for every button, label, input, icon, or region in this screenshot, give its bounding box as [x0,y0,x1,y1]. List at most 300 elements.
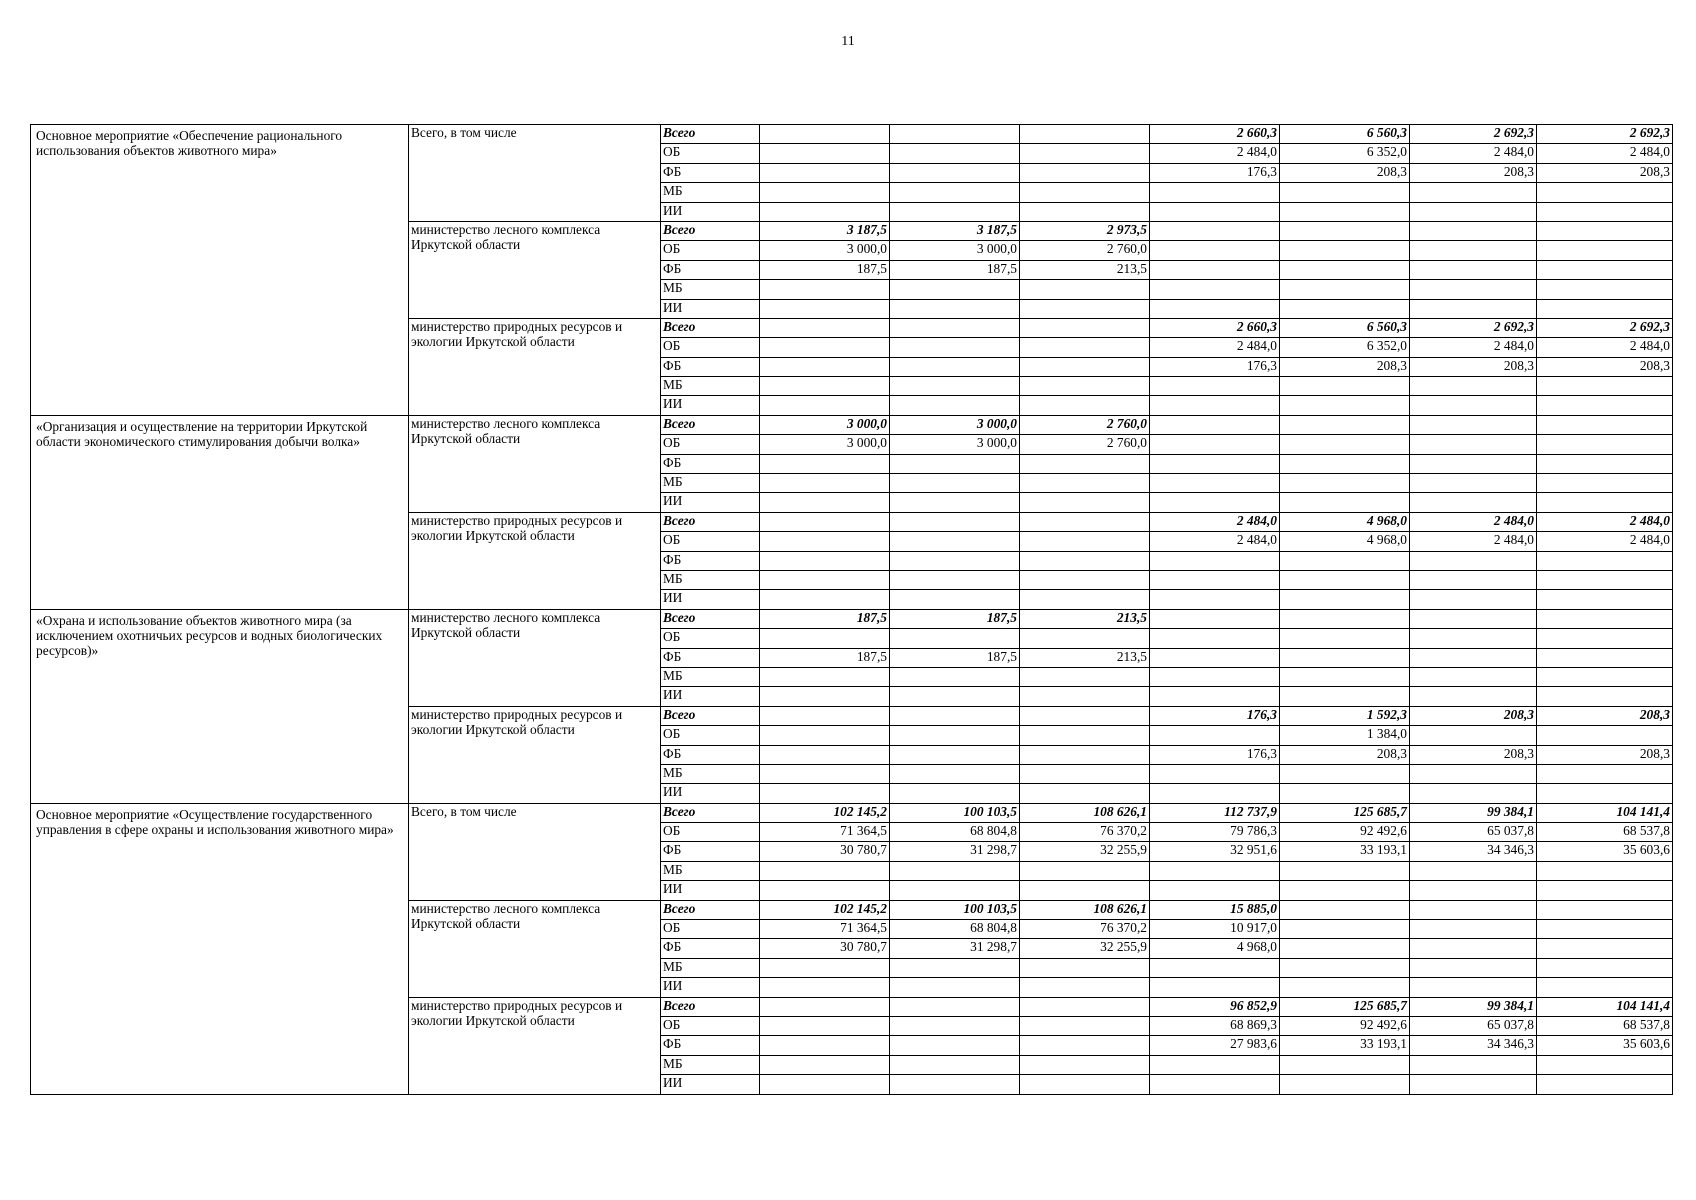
amount-cell: 102 145,2 [760,803,890,822]
amount-cell [1280,221,1410,240]
amount-cell [890,784,1020,803]
amount-cell [760,706,890,725]
amount-cell [1020,183,1150,202]
amount-cell [1150,1075,1280,1094]
amount-cell [1537,978,1673,997]
amount-cell [1150,415,1280,434]
amount-cell [1410,764,1537,783]
amount-cell [1537,435,1673,454]
amount-cell: 208,3 [1410,357,1537,376]
amount-cell [890,454,1020,473]
amount-cell: 1 592,3 [1280,706,1410,725]
amount-cell: 187,5 [760,609,890,628]
funding-source-cell: ОБ [661,629,760,648]
amount-cell [890,1055,1020,1074]
amount-cell [1150,667,1280,686]
amount-cell [1410,1055,1537,1074]
funding-source-cell: МБ [661,280,760,299]
amount-cell [1020,125,1150,144]
amount-cell [1537,726,1673,745]
amount-cell [1280,260,1410,279]
funding-source-cell: Всего [661,221,760,240]
amount-cell [1280,299,1410,318]
amount-cell [890,377,1020,396]
amount-cell [1537,900,1673,919]
amount-cell: 3 187,5 [760,221,890,240]
amount-cell: 100 103,5 [890,900,1020,919]
amount-cell: 92 492,6 [1280,1016,1410,1035]
amount-cell [890,629,1020,648]
amount-cell [1150,764,1280,783]
funding-source-cell: ИИ [661,1075,760,1094]
funding-source-cell: МБ [661,861,760,880]
amount-cell [1410,299,1537,318]
amount-cell: 125 685,7 [1280,803,1410,822]
amount-cell [760,357,890,376]
table-row [31,415,1673,434]
amount-cell: 4 968,0 [1280,512,1410,531]
amount-cell [760,881,890,900]
amount-cell [760,629,890,648]
amount-cell: 208,3 [1537,163,1673,182]
amount-cell: 208,3 [1410,163,1537,182]
amount-cell [1150,861,1280,880]
amount-cell [760,377,890,396]
amount-cell [1280,920,1410,939]
amount-cell: 208,3 [1410,706,1537,725]
amount-cell [1280,202,1410,221]
amount-cell [890,338,1020,357]
amount-cell [1150,377,1280,396]
amount-cell [1410,629,1537,648]
amount-cell [890,997,1020,1016]
funding-source-cell: Всего [661,997,760,1016]
executor-cell: министерство природных ресурсов и экологии Иркутской области [409,997,661,1094]
amount-cell [1150,202,1280,221]
amount-cell [1410,570,1537,589]
funding-source-cell: ФБ [661,842,760,861]
amount-cell [1537,493,1673,512]
amount-cell [1410,881,1537,900]
amount-cell [1280,1075,1410,1094]
amount-cell [1280,435,1410,454]
amount-cell: 108 626,1 [1020,803,1150,822]
amount-cell [1537,183,1673,202]
funding-source-cell: ФБ [661,357,760,376]
amount-cell [1410,900,1537,919]
amount-cell: 2 484,0 [1150,512,1280,531]
amount-cell [1280,474,1410,493]
amount-cell [1537,1055,1673,1074]
amount-cell [1280,978,1410,997]
amount-cell [1020,532,1150,551]
amount-cell [1537,881,1673,900]
amount-cell [1020,144,1150,163]
executor-cell: министерство природных ресурсов и экологии Иркутской области [409,512,661,609]
amount-cell [1020,512,1150,531]
amount-cell: 213,5 [1020,609,1150,628]
amount-cell: 65 037,8 [1410,1016,1537,1035]
amount-cell: 187,5 [760,648,890,667]
amount-cell [1410,551,1537,570]
amount-cell [1020,280,1150,299]
amount-cell: 76 370,2 [1020,823,1150,842]
amount-cell [1410,861,1537,880]
amount-cell: 34 346,3 [1410,842,1537,861]
amount-cell [1020,958,1150,977]
amount-cell [1150,648,1280,667]
amount-cell: 104 141,4 [1537,803,1673,822]
amount-cell: 2 692,3 [1410,125,1537,144]
amount-cell [1410,454,1537,473]
funding-source-cell: ФБ [661,454,760,473]
amount-cell [1537,377,1673,396]
amount-cell [1020,1075,1150,1094]
amount-cell [1410,435,1537,454]
amount-cell: 6 560,3 [1280,318,1410,337]
amount-cell [1150,881,1280,900]
amount-cell [1280,648,1410,667]
amount-cell: 32 255,9 [1020,939,1150,958]
amount-cell [760,784,890,803]
amount-cell [1020,881,1150,900]
amount-cell [1537,629,1673,648]
amount-cell [1280,280,1410,299]
amount-cell [1410,726,1537,745]
amount-cell [1150,570,1280,589]
amount-cell: 27 983,6 [1150,1036,1280,1055]
amount-cell: 35 603,6 [1537,842,1673,861]
amount-cell [1280,958,1410,977]
amount-cell [890,144,1020,163]
funding-source-cell: ИИ [661,493,760,512]
amount-cell [1150,454,1280,473]
amount-cell: 96 852,9 [1150,997,1280,1016]
amount-cell [1280,939,1410,958]
amount-cell: 208,3 [1537,357,1673,376]
amount-cell [760,299,890,318]
amount-cell [890,532,1020,551]
funding-source-cell: ОБ [661,144,760,163]
amount-cell [1537,764,1673,783]
executor-cell: Всего, в том числе [409,803,661,900]
amount-cell [1020,338,1150,357]
funding-source-cell: ФБ [661,745,760,764]
executor-cell: министерство природных ресурсов и экологии Иркутской области [409,318,661,415]
amount-cell: 35 603,6 [1537,1036,1673,1055]
amount-cell [890,512,1020,531]
amount-cell [1410,1075,1537,1094]
amount-cell [1537,590,1673,609]
amount-cell: 4 968,0 [1280,532,1410,551]
amount-cell: 30 780,7 [760,939,890,958]
amount-cell: 76 370,2 [1020,920,1150,939]
amount-cell [890,183,1020,202]
funding-source-cell: ФБ [661,939,760,958]
amount-cell [1280,687,1410,706]
amount-cell [890,493,1020,512]
amount-cell: 10 917,0 [1150,920,1280,939]
amount-cell: 2 692,3 [1537,125,1673,144]
amount-cell [1410,415,1537,434]
amount-cell [1537,958,1673,977]
financing-table [30,124,1673,1095]
amount-cell: 3 000,0 [890,415,1020,434]
amount-cell [1280,551,1410,570]
amount-cell [1410,784,1537,803]
amount-cell [760,493,890,512]
amount-cell [1410,920,1537,939]
amount-cell [890,1036,1020,1055]
amount-cell [1150,629,1280,648]
amount-cell [1020,454,1150,473]
amount-cell [760,202,890,221]
amount-cell [1020,570,1150,589]
amount-cell [760,978,890,997]
amount-cell [1020,493,1150,512]
funding-source-cell: МБ [661,183,760,202]
funding-source-cell: ИИ [661,687,760,706]
amount-cell [760,454,890,473]
amount-cell: 65 037,8 [1410,823,1537,842]
amount-cell [1150,183,1280,202]
amount-cell: 6 352,0 [1280,144,1410,163]
amount-cell: 213,5 [1020,260,1150,279]
event-name-cell: Основное мероприятие «Обеспечение рационального использования объектов животного мира» [31,125,409,416]
amount-cell [1150,280,1280,299]
funding-source-cell: ФБ [661,1036,760,1055]
funding-source-cell: ИИ [661,881,760,900]
amount-cell: 3 000,0 [890,435,1020,454]
amount-cell [1410,241,1537,260]
amount-cell [760,396,890,415]
amount-cell [890,978,1020,997]
amount-cell [1020,590,1150,609]
amount-cell: 112 737,9 [1150,803,1280,822]
amount-cell [1537,454,1673,473]
funding-source-cell: ОБ [661,1016,760,1035]
amount-cell: 99 384,1 [1410,997,1537,1016]
amount-cell [1020,978,1150,997]
amount-cell [1150,958,1280,977]
amount-cell: 3 000,0 [760,241,890,260]
funding-source-cell: ИИ [661,590,760,609]
amount-cell [1280,415,1410,434]
funding-source-cell: МБ [661,474,760,493]
amount-cell [760,1055,890,1074]
amount-cell: 2 660,3 [1150,318,1280,337]
amount-cell [1537,939,1673,958]
amount-cell: 2 484,0 [1410,144,1537,163]
amount-cell [1020,202,1150,221]
funding-source-cell: ИИ [661,784,760,803]
amount-cell: 2 484,0 [1410,338,1537,357]
amount-cell [1150,609,1280,628]
amount-cell: 15 885,0 [1150,900,1280,919]
amount-cell: 2 692,3 [1410,318,1537,337]
amount-cell [760,183,890,202]
amount-cell [760,474,890,493]
funding-source-cell: ОБ [661,823,760,842]
amount-cell [890,687,1020,706]
amount-cell [1537,609,1673,628]
amount-cell: 2 660,3 [1150,125,1280,144]
funding-source-cell: ОБ [661,338,760,357]
event-name-cell: Основное мероприятие «Осуществление государственного управления в сфере охраны и использования животного мира» [31,803,409,1094]
amount-cell: 79 786,3 [1150,823,1280,842]
amount-cell [890,125,1020,144]
amount-cell: 108 626,1 [1020,900,1150,919]
amount-cell: 2 484,0 [1410,532,1537,551]
amount-cell [1537,861,1673,880]
amount-cell [1410,221,1537,240]
amount-cell [1020,687,1150,706]
amount-cell [1410,958,1537,977]
amount-cell [1280,454,1410,473]
table-row [31,803,1673,822]
funding-source-cell: ОБ [661,726,760,745]
amount-cell [1020,299,1150,318]
amount-cell [890,726,1020,745]
amount-cell [1537,241,1673,260]
amount-cell [1537,415,1673,434]
amount-cell [1280,396,1410,415]
amount-cell [1020,726,1150,745]
amount-cell [890,881,1020,900]
amount-cell [1150,726,1280,745]
funding-source-cell: ОБ [661,435,760,454]
executor-cell: Всего, в том числе [409,125,661,222]
amount-cell: 187,5 [890,260,1020,279]
amount-cell: 2 484,0 [1150,532,1280,551]
amount-cell [1280,493,1410,512]
amount-cell [1537,280,1673,299]
amount-cell: 4 968,0 [1150,939,1280,958]
amount-cell [890,764,1020,783]
amount-cell: 208,3 [1410,745,1537,764]
amount-cell [760,512,890,531]
amount-cell [760,745,890,764]
amount-cell [1150,551,1280,570]
amount-cell: 31 298,7 [890,842,1020,861]
funding-source-cell: ФБ [661,551,760,570]
amount-cell: 213,5 [1020,648,1150,667]
amount-cell: 1 384,0 [1280,726,1410,745]
amount-cell [1537,221,1673,240]
table-row [31,609,1673,628]
amount-cell: 100 103,5 [890,803,1020,822]
funding-source-cell: Всего [661,415,760,434]
amount-cell [890,474,1020,493]
amount-cell: 3 000,0 [890,241,1020,260]
amount-cell [1020,396,1150,415]
amount-cell [890,163,1020,182]
amount-cell [1537,299,1673,318]
amount-cell: 2 484,0 [1537,338,1673,357]
amount-cell [1280,900,1410,919]
amount-cell [1410,183,1537,202]
amount-cell: 125 685,7 [1280,997,1410,1016]
amount-cell: 2 760,0 [1020,241,1150,260]
amount-cell [1150,493,1280,512]
amount-cell [1150,396,1280,415]
amount-cell: 187,5 [890,609,1020,628]
amount-cell: 2 973,5 [1020,221,1150,240]
amount-cell [760,590,890,609]
executor-cell: министерство природных ресурсов и экологии Иркутской области [409,706,661,803]
funding-source-cell: ИИ [661,396,760,415]
amount-cell: 33 193,1 [1280,842,1410,861]
amount-cell: 2 484,0 [1537,532,1673,551]
amount-cell [1020,318,1150,337]
amount-cell: 71 364,5 [760,920,890,939]
amount-cell: 208,3 [1280,357,1410,376]
funding-source-cell: ОБ [661,532,760,551]
executor-cell: министерство лесного комплекса Иркутской области [409,609,661,706]
funding-source-cell: Всего [661,609,760,628]
amount-cell [760,318,890,337]
amount-cell: 6 352,0 [1280,338,1410,357]
amount-cell: 176,3 [1150,163,1280,182]
amount-cell [760,667,890,686]
amount-cell [760,764,890,783]
funding-source-cell: ФБ [661,260,760,279]
amount-cell: 2 760,0 [1020,415,1150,434]
amount-cell: 30 780,7 [760,842,890,861]
amount-cell [890,551,1020,570]
amount-cell [1280,609,1410,628]
amount-cell [760,1036,890,1055]
amount-cell [890,280,1020,299]
amount-cell: 68 537,8 [1537,1016,1673,1035]
amount-cell: 99 384,1 [1410,803,1537,822]
amount-cell: 208,3 [1537,745,1673,764]
amount-cell: 33 193,1 [1280,1036,1410,1055]
amount-cell: 104 141,4 [1537,997,1673,1016]
amount-cell [1150,474,1280,493]
amount-cell [890,1016,1020,1035]
amount-cell: 208,3 [1280,163,1410,182]
amount-cell [1537,202,1673,221]
amount-cell [760,726,890,745]
amount-cell [1280,241,1410,260]
amount-cell [890,396,1020,415]
funding-source-cell: МБ [661,764,760,783]
amount-cell [1537,474,1673,493]
amount-cell [1410,648,1537,667]
amount-cell [1280,764,1410,783]
amount-cell [890,958,1020,977]
table-row [31,125,1673,144]
amount-cell [760,125,890,144]
amount-cell [1020,667,1150,686]
amount-cell [760,958,890,977]
amount-cell [1410,687,1537,706]
amount-cell [1020,474,1150,493]
amount-cell [890,861,1020,880]
executor-cell: министерство лесного комплекса Иркутской области [409,900,661,997]
amount-cell [890,299,1020,318]
amount-cell: 3 000,0 [760,415,890,434]
funding-source-cell: ФБ [661,648,760,667]
amount-cell [760,551,890,570]
amount-cell [1150,978,1280,997]
amount-cell: 176,3 [1150,745,1280,764]
amount-cell: 3 187,5 [890,221,1020,240]
amount-cell: 2 484,0 [1537,144,1673,163]
amount-cell [1020,745,1150,764]
amount-cell [1410,609,1537,628]
